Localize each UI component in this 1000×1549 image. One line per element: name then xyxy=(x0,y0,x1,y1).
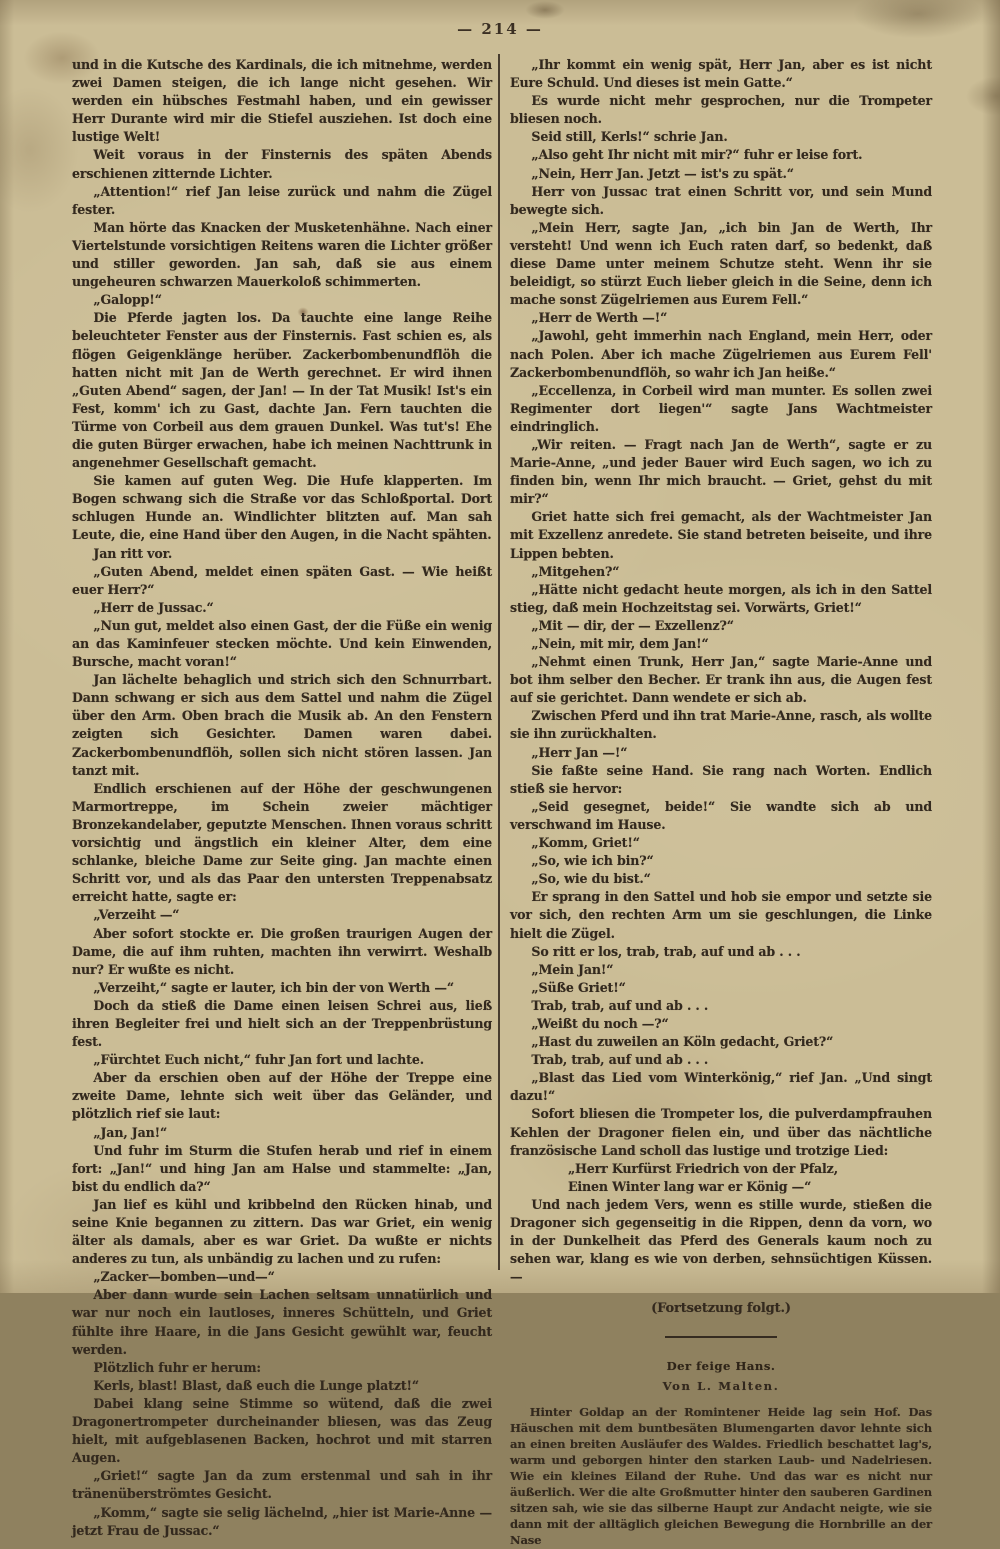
paragraph: Aber dann wurde sein Lachen seltsam unnatürlich und war nur noch ein lautloses, inneres Schütteln, und Griet fühlte ihre Haare, in die Jans Gesicht gewühlt war, feucht werden. xyxy=(72,1287,492,1357)
paragraph: „Mitgehen?“ xyxy=(531,563,620,579)
paragraph: „Nun gut, meldet also einen Gast, der die Füße ein wenig an das Kaminfeuer stecken möchte. Und kein Einwenden, Bursche, macht voran!“ xyxy=(72,617,492,670)
section-divider-rule xyxy=(665,1336,777,1338)
story-title: Der feige Hans. xyxy=(666,1359,776,1374)
paragraph: „Blast das Lied vom Winterkönig,“ rief Jan. „Und singt dazu!“ xyxy=(510,1070,932,1104)
paragraph: „Guten Abend, meldet einen späten Gast. — Wie heißt euer Herr?“ xyxy=(72,563,492,597)
paragraph: Zwischen Pferd und ihn trat Marie-Anne, rasch, als wollte sie ihn zurückhalten. xyxy=(510,708,932,742)
column-divider-rule xyxy=(498,54,500,1270)
paragraph: Seid still, Kerls!“ schrie Jan. xyxy=(531,129,728,145)
paragraph: „Ihr kommt ein wenig spät, Herr Jan, aber es ist nicht Eure Schuld. Und dieses ist mein Gatte.“ xyxy=(510,57,932,91)
paragraph: Trab, trab, auf und ab . . . xyxy=(531,997,709,1013)
paragraph: „Herr de Jussac.“ xyxy=(93,599,214,615)
paragraph: Jan lächelte behaglich und strich sich den Schnurrbart. Dann schwang er sich aus dem Sattel und nahm die Zügel über den Arm. Oben brach die Musik ab. An den Fenstern zeigten sich Gesichter. Damen waren dabei. Zackerbombenundflöh, sollen sich nicht stören lassen. Jan tanzt mit. xyxy=(72,672,492,778)
paragraph: „Jawohl, geht immerhin nach England, mein Herr, oder nach Polen. Aber ich mache Zügelriemen aus Eurem Fell' Zackerbombenundflöh, so wahr ich Jan heiße.“ xyxy=(510,328,932,380)
paragraph: „Mit — dir, der — Exzellenz?“ xyxy=(531,617,734,633)
paragraph: „Attention!“ rief Jan leise zurück und nahm die Zügel fester. xyxy=(72,183,492,217)
paragraph: „Eccellenza, in Corbeil wird man munter. Es sollen zwei Regimenter dort liegen'“ sagte Jans Wachtmeister eindringlich. xyxy=(510,382,932,434)
paragraph: „Wir reiten. — Fragt nach Jan de Werth“, sagte er zu Marie-Anne, „und jeder Bauer wird Euch sagen, wo ich zu finden bin, wenn Ihr mich braucht. — Griet, gehst du mit mir?“ xyxy=(510,436,932,507)
paragraph: „So, wie ich bin?“ xyxy=(531,853,654,869)
paragraph: Man hörte das Knacken der Musketenhähne. Nach einer Viertelstunde vorsichtigen Reitens waren die Lichter größer und stiller geworden. Jan sah, daß sie aus einem ungeheuren schwarzen Mauerkoloß schimmerten. xyxy=(72,219,492,290)
paragraph: Herr von Jussac trat einen Schritt vor, und sein Mund bewegte sich. xyxy=(510,183,932,217)
paragraph: „Also geht Ihr nicht mit mir?“ fuhr er leise fort. xyxy=(531,147,863,163)
paragraph: „Fürchtet Euch nicht,“ fuhr Jan fort und lachte. xyxy=(93,1052,424,1068)
paragraph: Weit voraus in der Finsternis des späten Abends erschienen zitternde Lichter. xyxy=(72,147,492,181)
paragraph: Es wurde nicht mehr gesprochen, nur die Trompeter bliesen noch. xyxy=(510,93,932,127)
story-byline: Von L. Malten. xyxy=(662,1378,780,1393)
paragraph: Jan ritt vor. xyxy=(93,545,173,561)
story-body xyxy=(510,1404,932,1549)
paragraph: „Herr Kurfürst Friedrich von der Pfalz, xyxy=(567,1160,838,1176)
story-continuation-text xyxy=(510,56,932,1286)
paragraph: Und fuhr im Sturm die Stufen herab und rief in einem fort: „Jan!“ und hing Jan am Halse und stammelte: „Jan, bist du endlich da?“ xyxy=(72,1142,492,1194)
paragraph: Plötzlich fuhr er herum: xyxy=(93,1359,261,1375)
paragraph: „Griet!“ sagte Jan da zum erstenmal und sah in ihr tränenüberströmtes Gesicht. xyxy=(72,1468,492,1502)
paragraph: Endlich erschienen auf der Höhe der geschwungenen Marmortreppe, im Schein zweier mächtiger Bronzekandelaber, geputzte Menschen. Ihnen voraus schritt vorsichtig und ängstlich ein kleiner Alter, dem eine schlanke, bleiche Dame zur Seite ging. Jan machte einen Schritt vor, und als das Paar den untersten Treppenabsatz erreicht hatte, sagte er: xyxy=(72,780,492,905)
paragraph: Jan lief es kühl und kribbelnd den Rücken hinab, und seine Knie begannen zu zittern. Das war Griet, ein wenig älter als damals, aber es war Griet. Da wußte er nichts anderes zu tun, als unbändig zu lachen und zu rufen: xyxy=(72,1196,492,1267)
paragraph: „Galopp!“ xyxy=(93,292,162,308)
paragraph: „Nein, Herr Jan. Jetzt — ist's zu spät.“ xyxy=(531,165,794,181)
paragraph: Kerls, blast! Blast, daß euch die Lunge platzt!“ xyxy=(93,1377,419,1393)
paragraph: „Jan, Jan!“ xyxy=(93,1124,168,1140)
paragraph: „Herr de Werth —!“ xyxy=(531,310,668,326)
next-story-section xyxy=(510,1358,932,1548)
paragraph: „Weißt du noch —?“ xyxy=(531,1015,669,1031)
paragraph: „Seid gesegnet, beide!“ Sie wandte sich ab und verschwand im Hause. xyxy=(510,798,932,832)
paragraph: Doch da stieß die Dame einen leisen Schrei aus, ließ ihren Begleiter frei und hielt sich an der Treppenbrüstung fest. xyxy=(72,997,492,1050)
paragraph: „Zacker—bomben—und—“ xyxy=(93,1269,275,1285)
paragraph: Die Pferde jagten los. Da tauchte eine lange Reihe beleuchteter Fenster aus der Finsternis. Fast schien es, als flögen Geigenklänge herüber. Zackerbombenundflöh die hatten nicht mit Jan de Werth gerechnet. Er wird ihnen „Guten Abend“ sagen, der Jan! — In der Tat Musik! Ist's ein Fest, komm' ich zu Gast, dachte Jan. Fern tauchten die Türme von Corbeil aus dem grauen Dunkel. Was tut's! Ehe die guten Bürger erwachen, habe ich meinen Nachttrunk in angenehmer Gesellschaft gemacht. xyxy=(72,310,492,471)
paragraph: Er sprang in den Sattel und hob sie empor und setzte sie vor sich, den rechten Arm um sie geschlungen, die Linke hielt die Zügel. xyxy=(510,889,932,941)
paragraph: und in die Kutsche des Kardinals, die ich mitnehme, werden zwei Damen steigen, die ich lange nicht gesehen. Wir werden ein hübsches Festmahl haben, und ein gewisser Herr Durante wird mir die Stiefel ausziehen. Ist doch eine lustige Welt! xyxy=(72,57,492,145)
paragraph: Aber da erschien oben auf der Höhe der Treppe eine zweite Dame, lehnte sich weit über das Geländer, und plötzlich rief sie laut: xyxy=(72,1070,492,1122)
paragraph: „So, wie du bist.“ xyxy=(531,871,651,887)
paragraph: „Verzeiht,“ sagte er lauter, ich bin der von Werth —“ xyxy=(93,979,454,995)
paragraph: „Komm,“ sagte sie selig lächelnd, „hier ist Marie-Anne — jetzt Frau de Jussac.“ xyxy=(72,1504,492,1538)
paragraph: Sie kamen auf guten Weg. Die Hufe klapperten. Im Bogen schwang sich die Straße vor das Schloßportal. Dort schlugen Hunde an. Windlichter blitzten auf. Man sah Leute, die, eine Hand über den Augen, in die Nacht spähten. xyxy=(72,473,492,543)
paragraph: Einen Winter lang war er König —“ xyxy=(567,1178,812,1194)
paragraph: Trab, trab, auf und ab . . . xyxy=(531,1052,709,1068)
left-text-column xyxy=(72,56,492,1538)
continuation-note: (Fortsetzung folgt.) xyxy=(651,1301,791,1317)
paragraph: „Nein, mit mir, dem Jan!“ xyxy=(531,636,709,651)
paragraph: „Komm, Griet!“ xyxy=(531,835,640,851)
paragraph: Griet hatte sich frei gemacht, als der Wachtmeister Jan mit Exzellenz anredete. Sie stand betreten beiseite, und ihre Lippen bebten. xyxy=(510,509,932,561)
paragraph: Dabei klang seine Stimme so wütend, daß die zwei Dragonertrompeter durcheinander bliesen, was das Zeug hielt, mit aufgeblasenen Backen, hochrot und mit starren Augen. xyxy=(72,1395,492,1466)
paragraph: Aber sofort stockte er. Die großen traurigen Augen der Dame, die auf ihm ruhten, machten ihn verwirrt. Weshalb nur? Er wußte es nicht. xyxy=(72,925,492,977)
page-number: — 214 — xyxy=(457,20,543,38)
paragraph: Hinter Goldap an der Romintener Heide lag sein Hof. Das Häuschen mit dem buntbesäten Blumengarten davor lehnte sich an einen breiten Ausläufer des Waldes. Friedlich beschattet lag's, warm und geborgen hinter den starken Laub- und Nadelriesen. Wie ein kleines Eiland der Ruhe. Und das war es nicht nur äußerlich. Wer die alte Großmutter hinter den sauberen Gardinen sitzen sah, wie sie das silberne Haupt zur Andacht neigte, wie sie dann mit der alltäglich gleichen Bewegung die Hornbrille an der Nase xyxy=(510,1404,932,1548)
right-text-column xyxy=(510,56,932,1548)
paragraph: „Nehmt einen Trunk, Herr Jan,“ sagte Marie-Anne und bot ihm selber den Becher. Er trank ihn aus, die Augen fest auf sie gerichtet. Dann wendete er sich ab. xyxy=(510,654,932,706)
paragraph: „Hast du zuweilen an Köln gedacht, Griet?“ xyxy=(531,1034,834,1050)
paragraph: „Verzeiht —“ xyxy=(93,907,180,923)
paragraph: „Hätte nicht gedacht heute morgen, als ich in den Sattel stieg, daß mein Hochzeitstag sei. Vorwärts, Griet!“ xyxy=(510,581,932,615)
paragraph: So ritt er los, trab, trab, auf und ab . . . xyxy=(531,943,801,959)
paragraph: Sie faßte seine Hand. Sie rang nach Worten. Endlich stieß sie hervor: xyxy=(510,762,932,796)
paragraph: Sofort bliesen die Trompeter los, die pulverdampfrauhen Kehlen der Dragoner fielen ein, und über das nächtliche französische Land scholl das lustige und trotzige Lied: xyxy=(510,1106,932,1158)
paragraph: Und nach jedem Vers, wenn es stille wurde, stießen die Dragoner sich gegenseitig in die Rippen, denn da vorn, wo in der Dunkelheit das Pferd des Generals kaum noch zu sehen war, klang es wie von derben, sehnsüchtigen Küssen. — xyxy=(510,1196,932,1285)
paragraph: „Mein Jan!“ xyxy=(531,961,614,977)
paragraph: „Mein Herr, sagte Jan, „ich bin Jan de Werth, Ihr versteht! Und wenn ich Euch raten darf, so bedenkt, daß diese Dame unter meinem Schutze steht. Wenn ihr sie beleidigt, so stürzt Euch lieber gleich in die Seine, denn ich mache sonst Zügelriemen aus Eurem Fell.“ xyxy=(510,219,932,308)
paragraph: „Süße Griet!“ xyxy=(531,979,626,995)
paragraph: „Herr Jan —!“ xyxy=(531,744,628,760)
